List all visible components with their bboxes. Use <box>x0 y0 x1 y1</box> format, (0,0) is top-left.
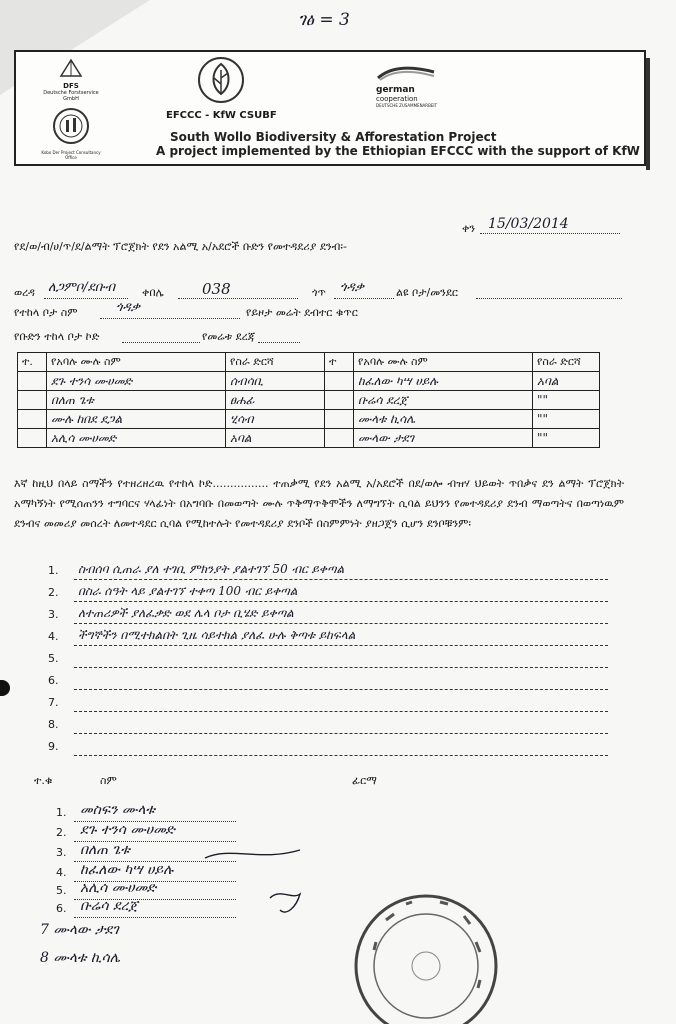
sig-name: ደጉ ተንሳ ሙሀመድ <box>80 822 175 838</box>
special-place-label: ልዩ ቦታ/መንደር <box>396 286 459 299</box>
rule-line <box>48 696 608 714</box>
sig-number: 4. <box>56 866 67 879</box>
date-label: ቀን <box>462 222 476 235</box>
member-name-2: ከፈለው ካሣ ሀይሉ <box>354 372 533 391</box>
dfs-seal-icon <box>51 106 91 146</box>
rule-text: ችግኞችን በሚተክልበት ጊዜ ሳይተክል ያለፈ ሁሉ ቅጣቱ ይከፍላል <box>78 628 356 642</box>
rule-number: 6. <box>48 674 59 687</box>
members-table <box>17 352 600 448</box>
punch-hole <box>0 680 10 696</box>
rule-text: ለተጠሪዎች ያለፈቃድ ወደ ሌላ ቦታ ቢሄድ ይቀጣል <box>78 606 294 620</box>
member-name: በለጠ ጌቱ <box>47 391 226 410</box>
site-name-line <box>100 318 240 319</box>
member-role-2: "" <box>533 391 600 410</box>
row-no-2 <box>325 429 354 448</box>
rule-number: 3. <box>48 608 59 621</box>
project-header <box>14 50 646 166</box>
sig-name: ሙላቱ ኪሳሌ <box>53 950 120 966</box>
sig-name: ቡሬሳ ደረጀ <box>80 898 138 914</box>
group-site-label: የቡድን ተከላ ቦታ ኮድ <box>14 330 100 343</box>
project-title-line2: A project implemented by the Ethiopian EFCCC with the support of KfW <box>156 144 640 158</box>
kebele-line <box>178 298 298 299</box>
member-role: ሰብሳቢ <box>226 372 325 391</box>
got-label: ጎጥ <box>312 286 326 299</box>
col-role: የስራ ድርሻ <box>226 353 325 372</box>
table-row <box>18 429 600 448</box>
sig-name: ሙላው ታደገ <box>53 922 119 938</box>
member-role: አባል <box>226 429 325 448</box>
rule-number: 2. <box>48 586 59 599</box>
got-value: ጎዳቃ <box>340 280 365 295</box>
member-role: ፀሐፊ <box>226 391 325 410</box>
table-row <box>18 391 600 410</box>
date-value: 15/03/2014 <box>488 216 569 232</box>
group-site-line <box>122 342 200 343</box>
rule-number: 1. <box>48 564 59 577</box>
row-no-2 <box>325 410 354 429</box>
official-stamp-icon <box>346 880 506 1024</box>
dfs-org: Deutsche Forstservice GmbH <box>43 90 99 102</box>
leaf-emblem-icon <box>197 56 245 104</box>
kebele-label: ቀበሌ <box>142 286 164 299</box>
sig-number: 5. <box>56 884 67 897</box>
sig-name: አሊሳ ሙሀመድ <box>80 880 157 896</box>
dfs-logo-text: DFS <box>63 82 79 90</box>
project-title-line1: South Wollo Biodiversity & Afforestation Project <box>170 130 497 144</box>
sig-col-name: ስም <box>100 774 117 787</box>
dfs-logo <box>36 58 106 160</box>
col-name-2: የአባሉ ሙሉ ስም <box>354 353 533 372</box>
member-role: ሂሳብ <box>226 410 325 429</box>
agreement-paragraph: እኛ ከዚህ በላይ ስማችን የተዘረዘረዉ የተከላ ኮድ................ ተጠቃሚ የደን አልሚ አ/አደሮች በደ/ወሎ ብዝሃ ህይወት ጥበቃና ደን ልማት ፕሮጀክት አማካኝነት የሚሰጠንን ተግባርና ሃላፊነት በአግባቡ በመወጣት ሙሉ ጥቅማጥቅሞችን ለማግኘት ሲባል ይህንን የመተዳደሪያ ደንብ ማወጣትና በወጣነዉም ደንብና መመሪያ መሰረት ለመተዳደር ሲባል የሚከተሉት የመተዳደሪያ ደንቦች በስምምነት ያዘጋጀን ሲሆን ደንቦቹንም፡ <box>14 477 624 530</box>
sig-name: በለጠ ጌቱ <box>80 842 130 858</box>
giz-logo <box>376 64 486 108</box>
land-grade-line <box>258 342 300 343</box>
giz-stripe-icon <box>376 64 436 82</box>
rule-line <box>48 740 608 758</box>
sig-name: መስፍን ሙላቱ <box>80 802 155 818</box>
sig-number: 8 <box>40 950 49 966</box>
sig-name: ከፈለው ካሣ ሀይሉ <box>80 862 174 878</box>
sig-number: 1. <box>56 806 67 819</box>
project-code: EFCCC - KfW CSUBF <box>166 110 277 121</box>
member-name: ሙሉ ከበደ ደጋል <box>47 410 226 429</box>
member-name-2: ሙላው ታደገ <box>354 429 533 448</box>
signature-row-7 <box>40 922 119 938</box>
rule-line <box>48 564 608 582</box>
member-role-2: አባል <box>533 372 600 391</box>
dfs-tree-icon <box>51 58 91 78</box>
col-role-2: የስራ ድርሻ <box>533 353 600 372</box>
site-name-value: ጎዳቃ <box>116 300 141 315</box>
site-name-label: የተከላ ቦታ ስም <box>14 306 78 319</box>
form-title: የደ/ወ/ብ/ሀ/ጥ/ደ/ልማት ፕሮጀክት የደን አልሚ አ/አደሮች ቡድን የመተዳደሪያ ደንብ፡- <box>14 240 347 253</box>
col-no: ተ. <box>18 353 47 372</box>
rule-text: ስብሰባ ሲጠራ ያለ ተገቢ ምክንያት ያልተገኘ 50 ብር ይቀጣል <box>78 562 345 576</box>
row-no <box>18 391 47 410</box>
dfs-sub: Kobo Der Project Consultancy Office <box>41 150 101 160</box>
rule-number: 5. <box>48 652 59 665</box>
sig-number: 7 <box>40 922 49 938</box>
woreda-label: ወረዳ <box>14 286 35 299</box>
sig-number: 3. <box>56 846 67 859</box>
member-name: ደጉ ተንሳ ሙሀመድ <box>47 372 226 391</box>
rule-text: በስራ ሰዓት ላይ ያልተገኘ ተቀጣ 100 ብር ይቀጣል <box>78 584 298 598</box>
row-no <box>18 410 47 429</box>
rule-number: 9. <box>48 740 59 753</box>
rule-line <box>48 652 608 670</box>
sig-col-sign: ፊርማ <box>352 774 377 787</box>
got-line <box>334 298 394 299</box>
rule-number: 4. <box>48 630 59 643</box>
row-no <box>18 372 47 391</box>
rule-line <box>48 608 608 626</box>
sig-number: 2. <box>56 826 67 839</box>
rule-line <box>48 630 608 648</box>
signature-scribble <box>200 838 310 928</box>
giz-line1: german <box>376 85 415 95</box>
table-row <box>18 372 600 391</box>
rule-line <box>48 718 608 736</box>
giz-line3: DEUTSCHE ZUSAMMENARBEIT <box>376 103 437 108</box>
special-place-line <box>476 298 622 299</box>
project-title <box>156 130 640 158</box>
giz-line2: cooperation <box>376 95 418 103</box>
row-no-2 <box>325 391 354 410</box>
rule-number: 7. <box>48 696 59 709</box>
land-grade-label: የመሬቱ ደረጃ <box>202 330 256 343</box>
member-role-2: "" <box>533 410 600 429</box>
row-no-2 <box>325 372 354 391</box>
rule-line <box>48 674 608 692</box>
member-name: አሊሳ ሙሀመድ <box>47 429 226 448</box>
rule-number: 8. <box>48 718 59 731</box>
woreda-line <box>44 298 128 299</box>
member-name-2: ቡሬሳ ደረጀ <box>354 391 533 410</box>
signature-row-8 <box>40 950 120 966</box>
sig-col-no: ተ.ቁ <box>34 774 53 787</box>
table-row <box>18 410 600 429</box>
row-no <box>18 429 47 448</box>
page-number: ገፅ = 3 <box>298 10 350 30</box>
sig-number: 6. <box>56 902 67 915</box>
rule-line <box>48 586 608 604</box>
col-no-2: ተ <box>325 353 354 372</box>
woreda-value: ለጋምቦ/ደቡብ <box>48 280 116 295</box>
member-role-2: "" <box>533 429 600 448</box>
member-name-2: ሙላቱ ኪሳሌ <box>354 410 533 429</box>
land-cert-label: የይዞታ መሬት ደብተር ቁጥር <box>246 306 358 319</box>
col-name: የአባሉ ሙሉ ስም <box>47 353 226 372</box>
efccc-logo <box>176 56 266 108</box>
members-table-header <box>18 353 600 372</box>
date-line <box>480 232 620 234</box>
kebele-value: 038 <box>202 280 231 298</box>
